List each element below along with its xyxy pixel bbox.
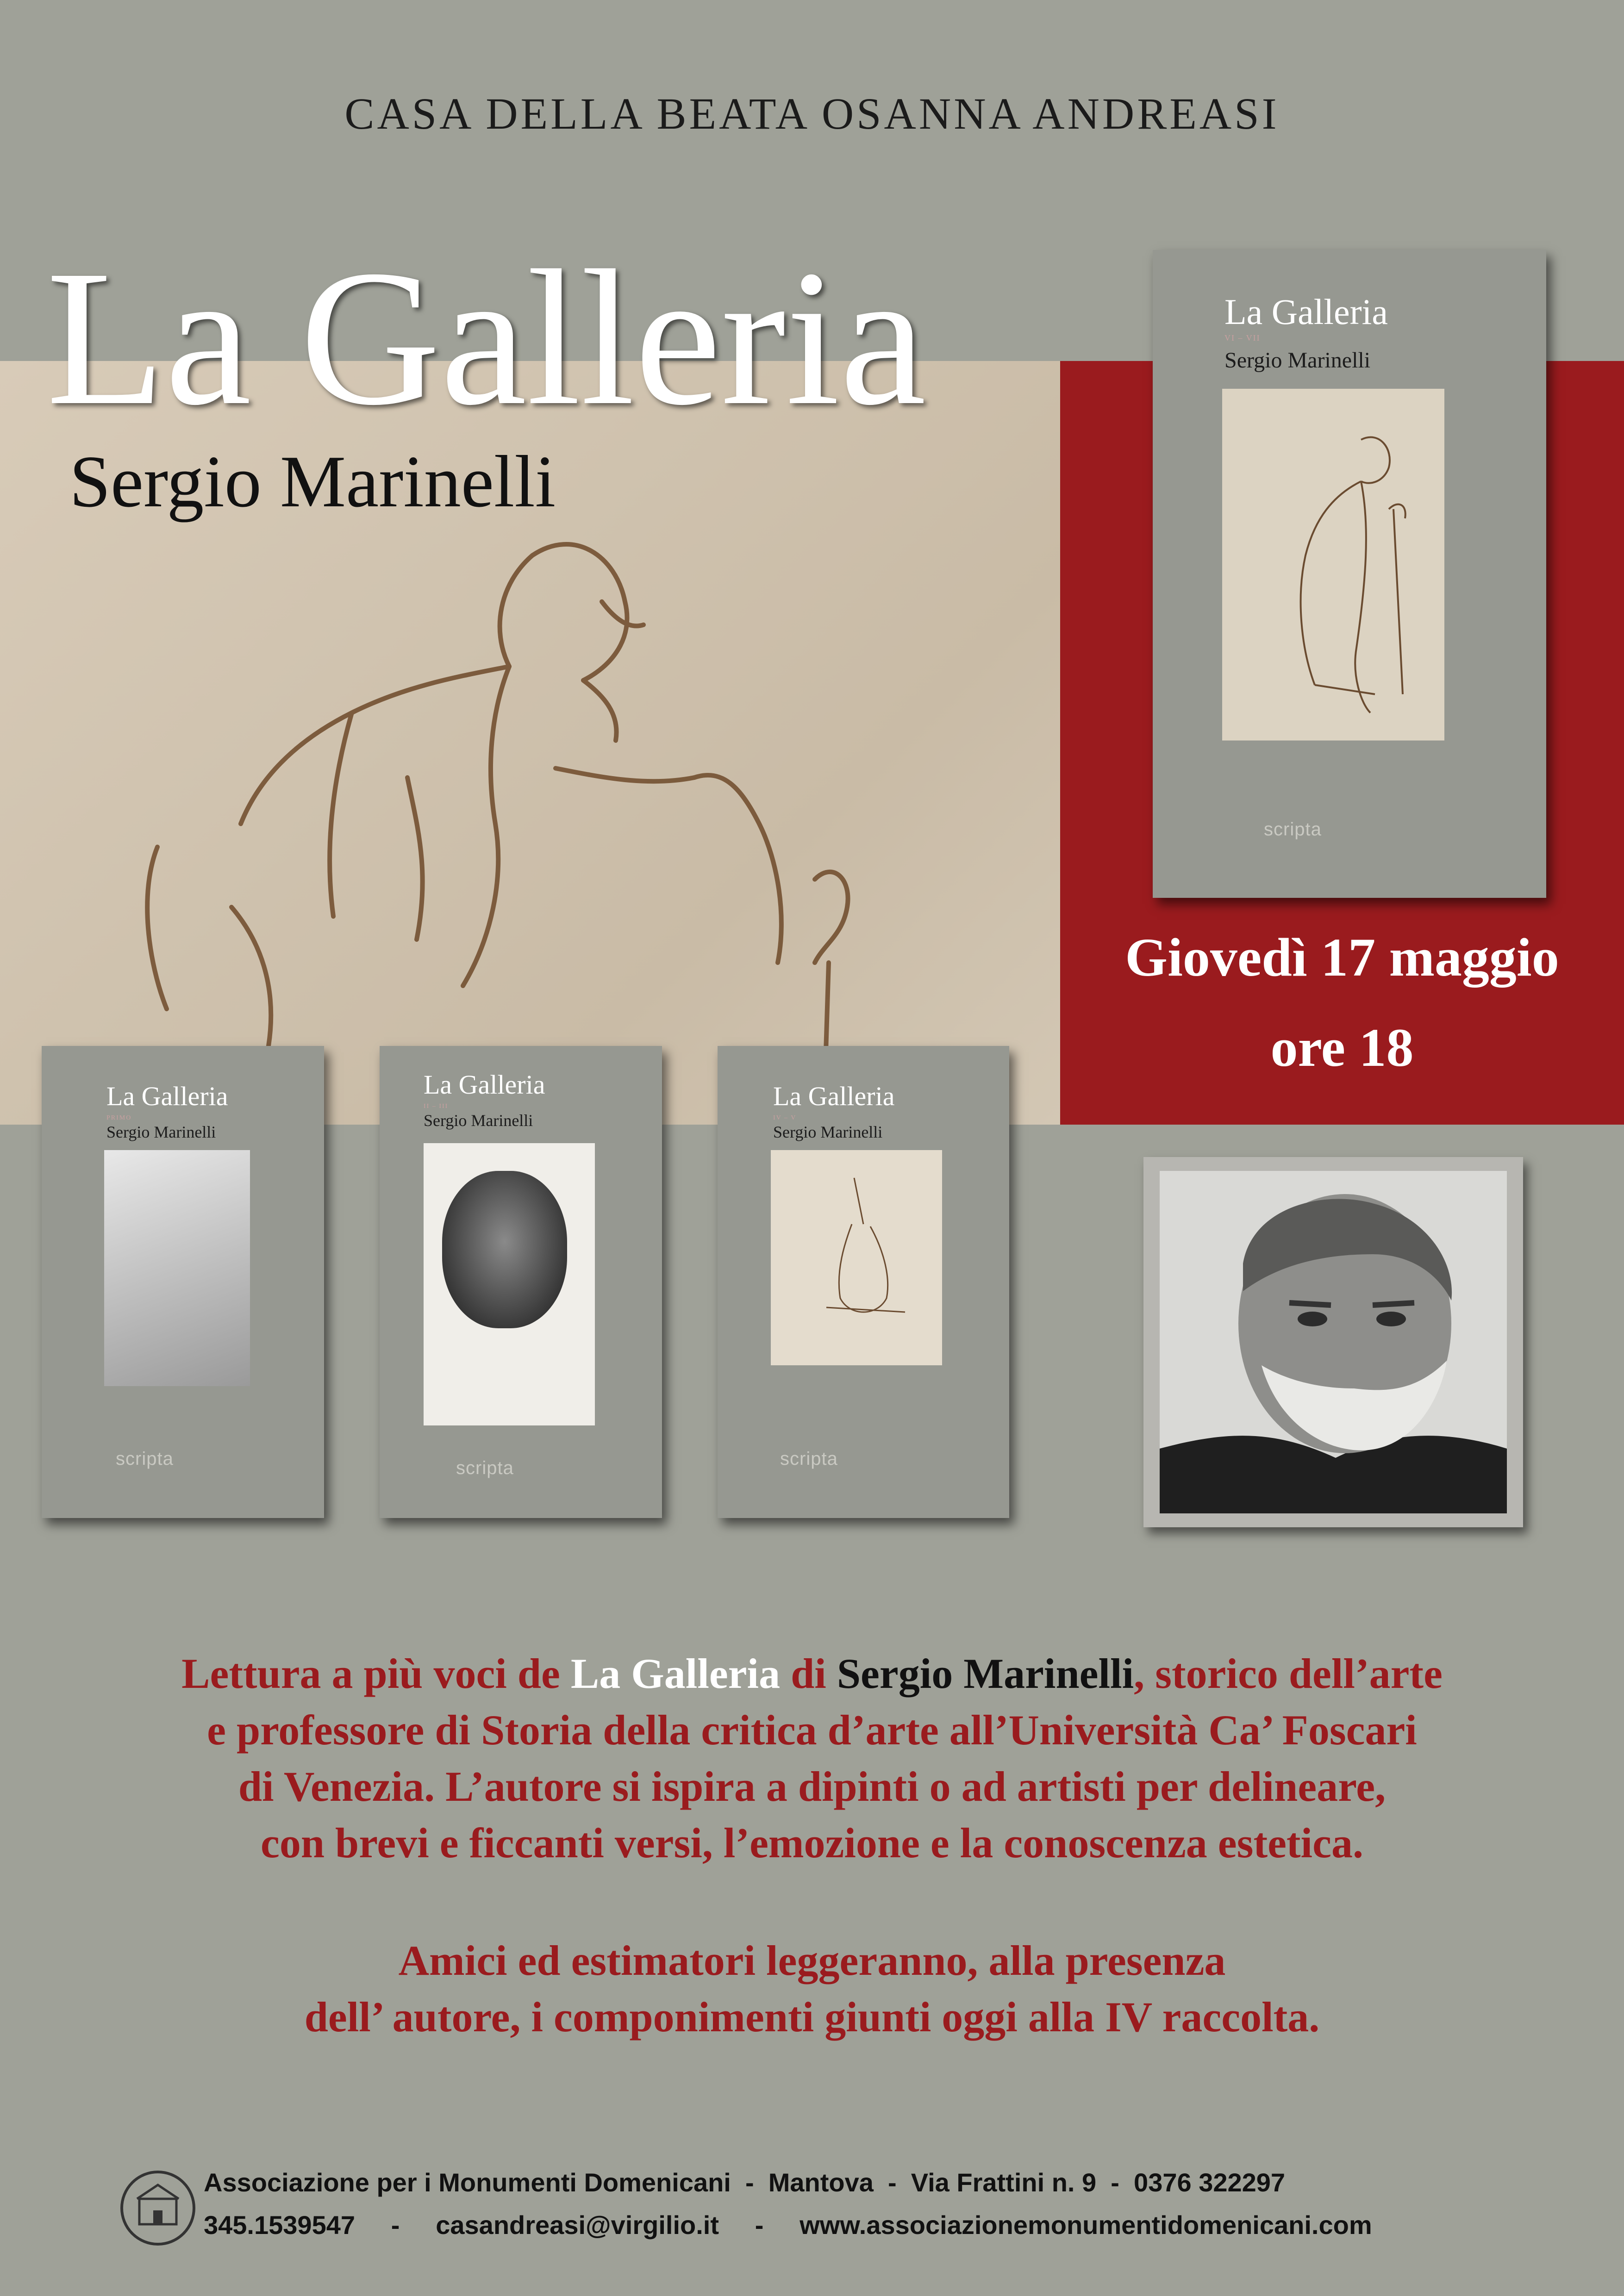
book-volume: II – III [424, 1103, 449, 1110]
book-volume: VI – VII [1224, 333, 1261, 342]
description-line-3: di Venezia. L’autore si ispira a dipinti o ad artisti per delineare, [238, 1763, 1386, 1810]
cover-drawing [1222, 389, 1444, 740]
footer-address: Associazione per i Monumenti Domenicani - Mantova - Via Frattini n. 9 - 0376 322297 [204, 2168, 1286, 2197]
publisher-logo: scripta [116, 1449, 174, 1469]
cover-drawing [104, 1150, 250, 1386]
description-connector: di [780, 1650, 837, 1697]
description-line-2: e professore di Storia della critica d’arte all’Università Ca’ Foscari [207, 1706, 1417, 1754]
book-cover-ii-iii [380, 1046, 662, 1518]
publisher-logo: scripta [456, 1458, 514, 1478]
book-cover-vi-vii [1153, 250, 1546, 898]
book-title: La Galleria [106, 1081, 228, 1111]
book-volume: PRIMO [106, 1114, 132, 1121]
publisher-logo: scripta [1264, 819, 1322, 840]
author-portrait [1160, 1171, 1507, 1513]
book-author: Sergio Marinelli [1224, 348, 1371, 373]
association-logo [120, 2171, 195, 2246]
description-intro: Lettura a più voci de [181, 1650, 571, 1697]
description-line-4: con brevi e ficcanti versi, l’emozione e la conoscenza estetica. [261, 1819, 1363, 1867]
book-title: La Galleria [1224, 292, 1388, 332]
footer-contacts [204, 2161, 1372, 2246]
book-author: Sergio Marinelli [773, 1123, 883, 1141]
book-cover-primo [42, 1046, 324, 1518]
book-author: Sergio Marinelli [106, 1123, 216, 1141]
book-cover-iv-v [718, 1046, 1009, 1518]
footer-contact-links: 345.1539547 - casandreasi@virgilio.it - www.associazionemonumentidomenicani.com [204, 2210, 1372, 2240]
venue-heading: CASA DELLA BEATA OSANNA ANDREASI [344, 89, 1280, 138]
description-line-1 [0, 1645, 1624, 1702]
description-book-title: La Galleria [570, 1650, 781, 1697]
event-date: Giovedì 17 maggio [1125, 927, 1559, 988]
book-title: La Galleria [424, 1070, 545, 1100]
book-title: La Galleria [773, 1081, 895, 1111]
cover-drawing [424, 1143, 595, 1425]
event-time: ore 18 [1270, 1017, 1414, 1078]
book-author: Sergio Marinelli [424, 1111, 533, 1130]
description-line-5: Amici ed estimatori leggeranno, alla presenza [398, 1937, 1226, 1984]
description-paragraph-2 [0, 1932, 1624, 2045]
publisher-logo: scripta [780, 1449, 838, 1469]
book-volume: IV – V [773, 1114, 797, 1121]
cover-drawing-figure [1222, 389, 1444, 740]
description-author-name: Sergio Marinelli [837, 1650, 1134, 1697]
main-title: La Galleria [46, 230, 926, 445]
description-role: , storico dell’arte [1134, 1650, 1443, 1697]
author-portrait-image [1160, 1171, 1507, 1513]
cover-drawing-figure [771, 1150, 942, 1365]
description-paragraph-1 [0, 1645, 1624, 1871]
main-author: Sergio Marinelli [69, 440, 556, 523]
cover-drawing [771, 1150, 942, 1365]
association-logo-icon [123, 2173, 193, 2243]
description-line-6: dell’ autore, i componimenti giunti oggi alla IV raccolta. [304, 1993, 1320, 2041]
